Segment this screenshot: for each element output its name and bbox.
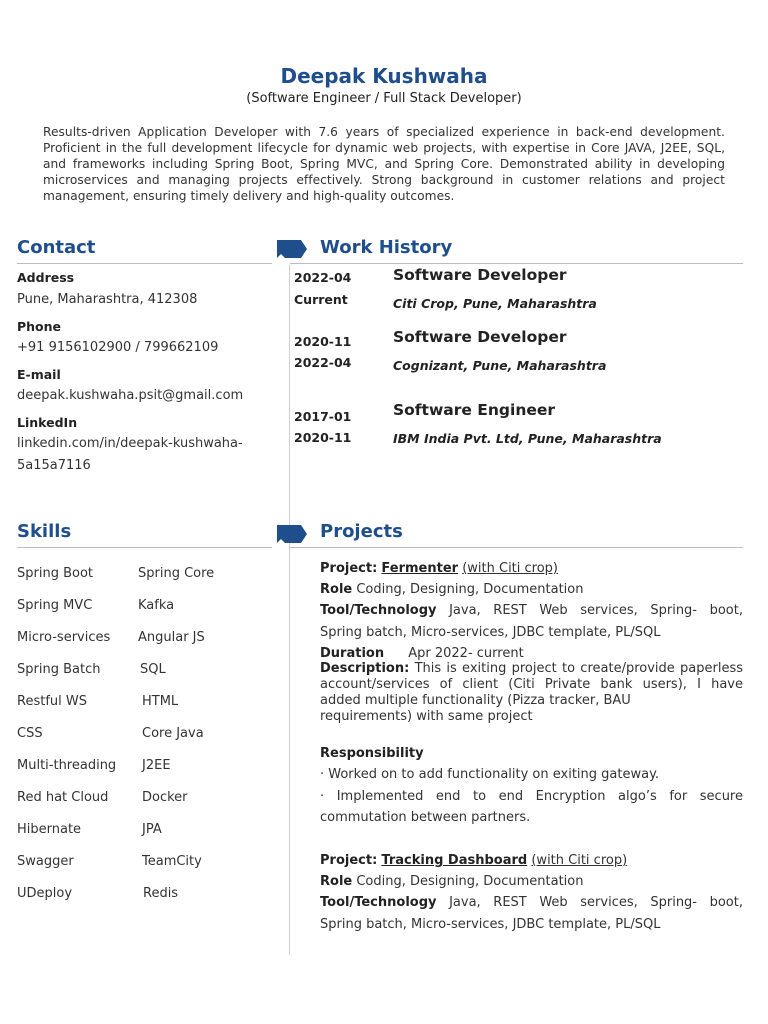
project-1-resp-label-text: Responsibility [320,746,424,761]
skill-item: Multi-threading [17,758,117,773]
work-item-2-to: 2022-04 [294,355,352,370]
work-item-1-from: 2022-04 [294,270,352,285]
project-1-desc-3-text: added multiple functionality (Pizza tracker, BAU [320,693,631,708]
skill-item: UDeploy [17,886,73,901]
project-1-role-label: Role [320,582,353,597]
project-2-role: Coding, Designing, Documentation [356,874,584,889]
work-item-1-company: Citi Crop, Pune, Maharashtra [393,296,597,311]
project-2-role-line [320,874,743,889]
project-1-role: Coding, Designing, Documentation [356,582,584,597]
work-item-1-title: Software Developer [393,266,567,284]
resume-name: Deepak Kushwaha [280,64,488,88]
project-1-duration-line [320,646,743,661]
project-1-tech-1: Java, REST Web services, Spring- boot, [449,603,743,618]
project-1-desc-line1 [320,661,743,676]
skill-item: Swagger [17,854,74,869]
project-1-client: (with Citi crop) [462,561,559,576]
work-item-2-from: 2020-11 [294,334,352,349]
address-label: Address [17,270,75,285]
contact-divider [17,263,272,264]
linkedin-value-line2[interactable]: 5a15a7116 [17,458,91,473]
skills-divider [17,547,272,548]
skill-item: Restful WS [17,694,87,709]
email-label: E-mail [17,367,61,382]
work-history-divider [290,263,743,264]
project-1-desc-3 [320,693,743,708]
work-item-3-to: 2020-11 [294,430,352,445]
project-1-resp-2-line2: commutation between partners. [320,810,531,825]
skills-heading: Skills [17,521,72,542]
project-2-label: Project: [320,853,378,868]
skill-item: Micro-services [17,630,111,645]
skill-item: Spring Boot [17,566,94,581]
project-1-header [320,561,743,576]
skill-item: JPA [142,822,162,837]
work-item-2-company: Cognizant, Pune, Maharashtra [393,358,607,373]
project-2-role-label: Role [320,874,353,889]
project-1-duration-label: Duration [320,646,385,661]
project-1-resp-label [320,746,743,761]
project-2-tech-2: Spring batch, Micro-services, JDBC template, PL/SQL [320,917,661,932]
project-2-tech-1: Java, REST Web services, Spring- boot, [449,895,743,910]
column-divider [289,265,290,955]
skill-item: TeamCity [142,854,202,869]
skill-item: SQL [140,662,166,677]
skill-item: Angular JS [138,630,205,645]
work-item-1-to: Current [294,292,348,307]
skill-item: HTML [142,694,179,709]
skill-item: Spring Batch [17,662,101,677]
project-1-duration: Apr 2022- current [408,646,524,661]
project-2-tech-label: Tool/Technology [320,895,437,910]
project-1-tech-2: Spring batch, Micro-services, JDBC template, PL/SQL [320,625,661,640]
skill-item: Docker [142,790,188,805]
linkedin-label: LinkedIn [17,415,78,430]
address-value: Pune, Maharashtra, 412308 [17,292,198,307]
project-1-desc-1: This is exiting project to create/provide paperless [414,661,744,676]
work-item-3-company: IBM India Pvt. Ltd, Pune, Maharashtra [393,431,662,446]
phone-value: +91 9156102900 / 799662109 [17,340,219,355]
project-1-resp-1: · Worked on to add functionality on exiting gateway. [320,767,660,782]
projects-heading: Projects [320,521,403,542]
section-flag-icon [277,240,307,258]
project-2-tech-line1 [320,895,743,910]
project-2-name: Tracking Dashboard [381,853,528,868]
work-item-2-title: Software Developer [393,328,567,346]
skill-item: Red hat Cloud [17,790,109,805]
project-1-label: Project: [320,561,378,576]
skill-item: Core Java [142,726,204,741]
project-1-tech-label: Tool/Technology [320,603,437,618]
skill-item: Spring MVC [17,598,93,613]
skill-item: J2EE [142,758,171,773]
projects-divider [290,547,743,548]
work-item-3-from: 2017-01 [294,409,352,424]
skill-item: Hibernate [17,822,82,837]
project-1-role-line [320,582,743,597]
skill-item: Redis [143,886,179,901]
phone-label: Phone [17,319,62,334]
project-1-resp-2-line1: · Implemented end to end Encryption algo’s for secure [320,789,743,804]
project-1-desc-2: account/services of client (Citi Private bank users), I have [320,677,743,692]
contact-heading: Contact [17,237,96,258]
project-1-tech-line1 [320,603,743,618]
project-1-name: Fermenter [381,561,459,576]
linkedin-value-line1[interactable]: linkedin.com/in/deepak-kushwaha- [17,436,243,451]
summary-paragraph: Results-driven Application Developer with 7.6 years of specialized experience in back-end development. Proficient in the full development lifecycle for dynamic web projects, with expertise in Core JAVA, J2EE, SQL, and frameworks including Spring Boot, Spring MVC, and Spring Core. Demonstrated ability in developing microservices and managing projects effectively. Strong background in customer relations and project management, ensuring timely delivery and high-quality outcomes. [43,125,725,203]
skill-item: CSS [17,726,43,741]
skill-item: Kafka [138,598,175,613]
project-1-desc-label: Description: [320,661,410,676]
project-2-client: (with Citi crop) [531,853,628,868]
section-flag-icon [277,525,307,543]
work-history-heading: Work History [320,237,453,258]
work-item-3-title: Software Engineer [393,401,556,419]
project-2-header [320,853,743,868]
resume-role: (Software Engineer / Full Stack Developer) [246,91,522,106]
email-value[interactable]: deepak.kushwaha.psit@gmail.com [17,388,244,403]
project-1-desc-4: requirements) with same project [320,709,533,724]
skill-item: Spring Core [138,566,215,581]
